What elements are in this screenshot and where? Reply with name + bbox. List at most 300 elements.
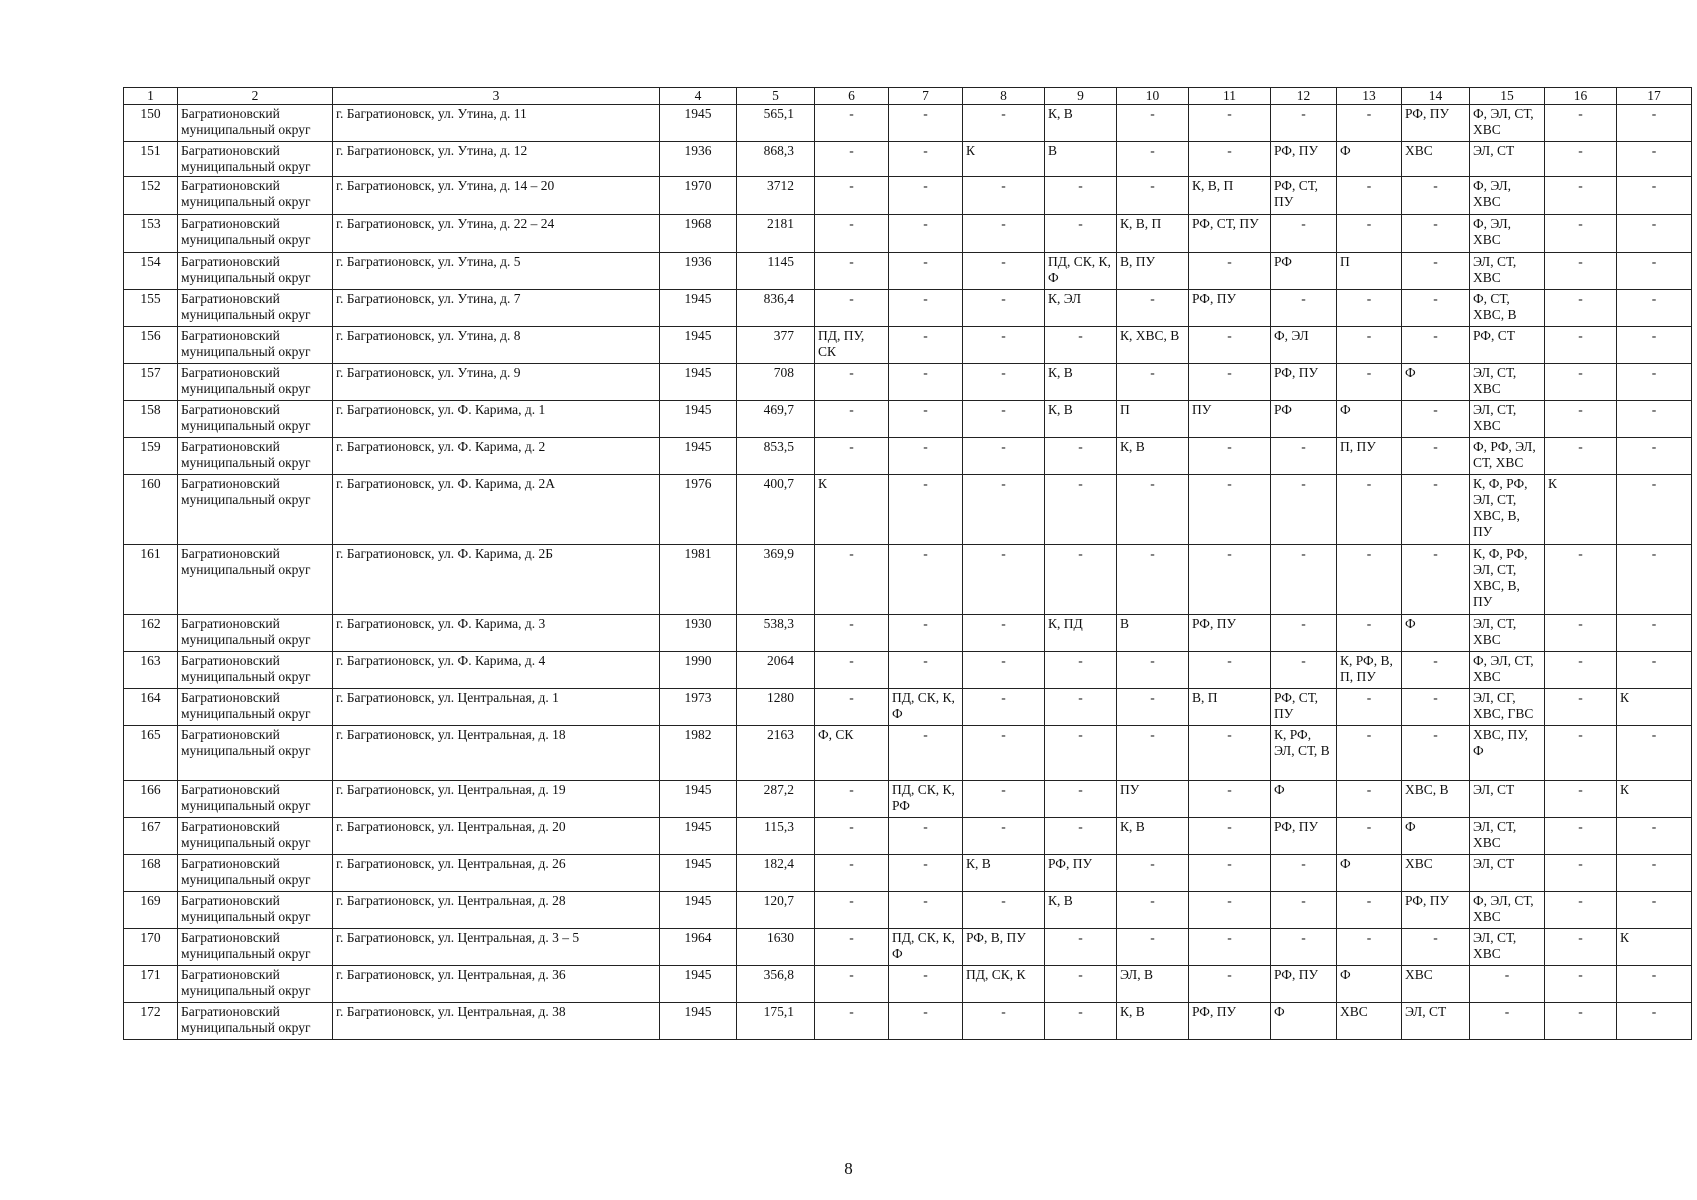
cell-col-8: -: [963, 726, 1045, 781]
cell-municipality: Багратионовский муниципальный округ: [178, 652, 333, 689]
cell-row-number: 158: [124, 401, 178, 438]
cell-address: г. Багратионовск, ул. Утина, д. 14 – 20: [333, 177, 660, 215]
table-row: [124, 475, 1692, 545]
cell-municipality: Багратионовский муниципальный округ: [178, 855, 333, 892]
cell-col-6: -: [815, 1003, 889, 1040]
cell-col-9: -: [1045, 438, 1117, 475]
cell-row-number: 167: [124, 818, 178, 855]
cell-col-10: -: [1117, 689, 1189, 726]
cell-col-8: К: [963, 142, 1045, 177]
cell-col-10: -: [1117, 475, 1189, 545]
table-row: [124, 105, 1692, 142]
cell-col-15: ЭЛ, СТ, ХВС: [1470, 401, 1545, 438]
table-row: [124, 652, 1692, 689]
cell-col-17: -: [1617, 966, 1692, 1003]
cell-row-number: 171: [124, 966, 178, 1003]
cell-col-15: Ф, ЭЛ, СТ, ХВС: [1470, 652, 1545, 689]
column-number-1: 1: [124, 88, 178, 105]
column-number-2: 2: [178, 88, 333, 105]
cell-col-7: -: [889, 818, 963, 855]
table-row: [124, 929, 1692, 966]
cell-col-10: -: [1117, 105, 1189, 142]
cell-col-16: -: [1545, 401, 1617, 438]
cell-municipality: Багратионовский муниципальный округ: [178, 966, 333, 1003]
cell-col-14: -: [1402, 689, 1470, 726]
cell-col-13: -: [1337, 215, 1402, 253]
cell-col-12: -: [1271, 652, 1337, 689]
cell-col-12: -: [1271, 105, 1337, 142]
cell-year: 1945: [660, 438, 737, 475]
cell-row-number: 162: [124, 615, 178, 652]
cell-address: г. Багратионовск, ул. Утина, д. 12: [333, 142, 660, 177]
cell-col-7: -: [889, 290, 963, 327]
cell-area: 565,1: [737, 105, 815, 142]
cell-col-8: -: [963, 1003, 1045, 1040]
cell-col-7: -: [889, 364, 963, 401]
cell-col-11: -: [1189, 327, 1271, 364]
column-number-8: 8: [963, 88, 1045, 105]
cell-col-11: -: [1189, 652, 1271, 689]
cell-col-14: -: [1402, 177, 1470, 215]
cell-area: 1630: [737, 929, 815, 966]
cell-col-10: -: [1117, 290, 1189, 327]
cell-col-9: К, В: [1045, 401, 1117, 438]
cell-year: 1945: [660, 855, 737, 892]
cell-col-7: -: [889, 726, 963, 781]
table-row: [124, 1003, 1692, 1040]
cell-col-14: ХВС: [1402, 855, 1470, 892]
cell-year: 1945: [660, 966, 737, 1003]
cell-col-14: -: [1402, 545, 1470, 615]
cell-col-8: -: [963, 364, 1045, 401]
cell-col-10: -: [1117, 855, 1189, 892]
cell-col-11: -: [1189, 253, 1271, 290]
cell-col-10: -: [1117, 929, 1189, 966]
cell-col-11: В, П: [1189, 689, 1271, 726]
cell-col-17: -: [1617, 855, 1692, 892]
cell-row-number: 152: [124, 177, 178, 215]
cell-col-11: К, В, П: [1189, 177, 1271, 215]
cell-col-6: -: [815, 177, 889, 215]
cell-address: г. Багратионовск, ул. Ф. Карима, д. 1: [333, 401, 660, 438]
cell-col-13: -: [1337, 929, 1402, 966]
cell-col-6: -: [815, 892, 889, 929]
cell-col-13: Ф: [1337, 401, 1402, 438]
cell-col-15: -: [1470, 966, 1545, 1003]
cell-col-13: -: [1337, 818, 1402, 855]
cell-col-13: ХВС: [1337, 1003, 1402, 1040]
cell-row-number: 169: [124, 892, 178, 929]
table-row: [124, 781, 1692, 818]
cell-col-15: ЭЛ, СТ, ХВС: [1470, 364, 1545, 401]
cell-area: 377: [737, 327, 815, 364]
cell-col-10: П: [1117, 401, 1189, 438]
cell-col-10: -: [1117, 177, 1189, 215]
cell-year: 1973: [660, 689, 737, 726]
cell-col-14: -: [1402, 253, 1470, 290]
cell-col-16: -: [1545, 177, 1617, 215]
cell-col-13: -: [1337, 327, 1402, 364]
cell-col-11: -: [1189, 105, 1271, 142]
cell-col-17: -: [1617, 215, 1692, 253]
column-number-7: 7: [889, 88, 963, 105]
cell-row-number: 150: [124, 105, 178, 142]
cell-col-7: -: [889, 327, 963, 364]
cell-col-7: -: [889, 892, 963, 929]
cell-col-15: ЭЛ, СГ, ХВС, ГВС: [1470, 689, 1545, 726]
table-row: [124, 545, 1692, 615]
cell-col-10: В: [1117, 615, 1189, 652]
cell-col-9: К, В: [1045, 892, 1117, 929]
cell-col-11: ПУ: [1189, 401, 1271, 438]
cell-row-number: 159: [124, 438, 178, 475]
cell-col-6: -: [815, 615, 889, 652]
cell-col-13: Ф: [1337, 142, 1402, 177]
cell-col-14: ЭЛ, СТ: [1402, 1003, 1470, 1040]
table-row: [124, 726, 1692, 781]
cell-col-14: Ф: [1402, 615, 1470, 652]
cell-year: 1945: [660, 290, 737, 327]
cell-col-12: -: [1271, 615, 1337, 652]
cell-col-7: -: [889, 401, 963, 438]
cell-col-8: -: [963, 545, 1045, 615]
table-row: [124, 177, 1692, 215]
cell-col-9: -: [1045, 652, 1117, 689]
cell-row-number: 168: [124, 855, 178, 892]
cell-col-17: -: [1617, 726, 1692, 781]
cell-col-13: Ф: [1337, 855, 1402, 892]
cell-col-16: -: [1545, 438, 1617, 475]
cell-col-8: -: [963, 105, 1045, 142]
table-row: [124, 290, 1692, 327]
cell-year: 1945: [660, 364, 737, 401]
cell-col-10: К, В: [1117, 438, 1189, 475]
cell-col-8: -: [963, 652, 1045, 689]
cell-col-12: Ф: [1271, 1003, 1337, 1040]
cell-col-6: -: [815, 929, 889, 966]
cell-col-9: -: [1045, 545, 1117, 615]
cell-year: 1945: [660, 401, 737, 438]
cell-address: г. Багратионовск, ул. Центральная, д. 28: [333, 892, 660, 929]
cell-col-13: -: [1337, 475, 1402, 545]
cell-col-7: -: [889, 475, 963, 545]
cell-col-14: РФ, ПУ: [1402, 892, 1470, 929]
cell-col-12: РФ, СТ, ПУ: [1271, 689, 1337, 726]
cell-municipality: Багратионовский муниципальный округ: [178, 726, 333, 781]
column-number-11: 11: [1189, 88, 1271, 105]
cell-col-7: ПД, СК, К, РФ: [889, 781, 963, 818]
table-row: [124, 438, 1692, 475]
cell-col-16: -: [1545, 781, 1617, 818]
column-number-3: 3: [333, 88, 660, 105]
cell-col-12: РФ: [1271, 401, 1337, 438]
cell-row-number: 160: [124, 475, 178, 545]
table-body: [124, 105, 1692, 1040]
cell-year: 1970: [660, 177, 737, 215]
column-number-13: 13: [1337, 88, 1402, 105]
cell-col-11: -: [1189, 545, 1271, 615]
cell-col-17: -: [1617, 105, 1692, 142]
cell-municipality: Багратионовский муниципальный округ: [178, 105, 333, 142]
cell-col-13: -: [1337, 892, 1402, 929]
cell-col-15: ЭЛ, СТ, ХВС: [1470, 818, 1545, 855]
cell-year: 1982: [660, 726, 737, 781]
cell-col-6: -: [815, 364, 889, 401]
cell-col-6: -: [815, 215, 889, 253]
cell-col-14: -: [1402, 475, 1470, 545]
cell-col-11: РФ, ПУ: [1189, 615, 1271, 652]
cell-year: 1945: [660, 781, 737, 818]
cell-col-13: -: [1337, 689, 1402, 726]
table-row: [124, 818, 1692, 855]
cell-col-6: -: [815, 689, 889, 726]
cell-col-14: -: [1402, 929, 1470, 966]
cell-year: 1945: [660, 892, 737, 929]
cell-col-7: -: [889, 142, 963, 177]
cell-row-number: 156: [124, 327, 178, 364]
cell-col-7: -: [889, 253, 963, 290]
cell-col-11: -: [1189, 726, 1271, 781]
cell-col-12: РФ, ПУ: [1271, 364, 1337, 401]
cell-municipality: Багратионовский муниципальный округ: [178, 475, 333, 545]
cell-col-7: -: [889, 105, 963, 142]
cell-row-number: 170: [124, 929, 178, 966]
cell-col-11: РФ, СТ, ПУ: [1189, 215, 1271, 253]
cell-col-9: -: [1045, 327, 1117, 364]
cell-col-6: -: [815, 652, 889, 689]
cell-col-7: ПД, СК, К, Ф: [889, 929, 963, 966]
cell-col-10: -: [1117, 545, 1189, 615]
cell-col-6: -: [815, 253, 889, 290]
cell-col-13: -: [1337, 726, 1402, 781]
cell-row-number: 161: [124, 545, 178, 615]
cell-year: 1945: [660, 105, 737, 142]
cell-col-17: К: [1617, 781, 1692, 818]
cell-area: 120,7: [737, 892, 815, 929]
cell-col-8: -: [963, 438, 1045, 475]
cell-address: г. Багратионовск, ул. Утина, д. 5: [333, 253, 660, 290]
cell-address: г. Багратионовск, ул. Центральная, д. 1: [333, 689, 660, 726]
cell-col-16: -: [1545, 652, 1617, 689]
cell-col-12: -: [1271, 545, 1337, 615]
cell-col-6: К: [815, 475, 889, 545]
cell-col-13: -: [1337, 177, 1402, 215]
cell-address: г. Багратионовск, ул. Центральная, д. 18: [333, 726, 660, 781]
cell-col-16: -: [1545, 327, 1617, 364]
cell-col-15: ЭЛ, СТ: [1470, 142, 1545, 177]
cell-col-9: -: [1045, 1003, 1117, 1040]
cell-address: г. Багратионовск, ул. Утина, д. 8: [333, 327, 660, 364]
cell-address: г. Багратионовск, ул. Ф. Карима, д. 2Б: [333, 545, 660, 615]
cell-col-13: Ф: [1337, 966, 1402, 1003]
cell-col-12: -: [1271, 475, 1337, 545]
cell-year: 1945: [660, 327, 737, 364]
cell-municipality: Багратионовский муниципальный округ: [178, 1003, 333, 1040]
column-number-14: 14: [1402, 88, 1470, 105]
cell-col-9: -: [1045, 689, 1117, 726]
cell-col-9: -: [1045, 781, 1117, 818]
cell-col-11: -: [1189, 781, 1271, 818]
cell-year: 1968: [660, 215, 737, 253]
cell-col-10: К, ХВС, В: [1117, 327, 1189, 364]
cell-col-11: РФ, ПУ: [1189, 1003, 1271, 1040]
cell-address: г. Багратионовск, ул. Центральная, д. 19: [333, 781, 660, 818]
cell-col-14: ХВС: [1402, 142, 1470, 177]
cell-col-13: К, РФ, В, П, ПУ: [1337, 652, 1402, 689]
cell-col-9: -: [1045, 966, 1117, 1003]
table-row: [124, 892, 1692, 929]
cell-address: г. Багратионовск, ул. Центральная, д. 20: [333, 818, 660, 855]
cell-col-6: -: [815, 545, 889, 615]
cell-col-15: Ф, ЭЛ, СТ, ХВС: [1470, 892, 1545, 929]
cell-col-8: -: [963, 177, 1045, 215]
cell-col-11: -: [1189, 438, 1271, 475]
cell-col-14: -: [1402, 290, 1470, 327]
cell-col-15: Ф, РФ, ЭЛ, СТ, ХВС: [1470, 438, 1545, 475]
cell-col-11: -: [1189, 142, 1271, 177]
table-row: [124, 142, 1692, 177]
cell-year: 1945: [660, 1003, 737, 1040]
cell-col-10: -: [1117, 892, 1189, 929]
cell-col-17: -: [1617, 253, 1692, 290]
cell-address: г. Багратионовск, ул. Утина, д. 9: [333, 364, 660, 401]
cell-col-9: -: [1045, 177, 1117, 215]
cell-municipality: Багратионовский муниципальный округ: [178, 215, 333, 253]
cell-col-12: Ф: [1271, 781, 1337, 818]
cell-col-16: -: [1545, 545, 1617, 615]
cell-col-6: ПД, ПУ, СК: [815, 327, 889, 364]
cell-col-9: К, В: [1045, 105, 1117, 142]
cell-col-15: Ф, СТ, ХВС, В: [1470, 290, 1545, 327]
cell-col-15: Ф, ЭЛ, ХВС: [1470, 215, 1545, 253]
cell-col-6: Ф, СК: [815, 726, 889, 781]
cell-col-17: -: [1617, 401, 1692, 438]
column-number-row: [124, 88, 1692, 105]
cell-row-number: 163: [124, 652, 178, 689]
cell-col-8: -: [963, 475, 1045, 545]
cell-col-11: -: [1189, 966, 1271, 1003]
cell-area: 469,7: [737, 401, 815, 438]
cell-col-16: -: [1545, 966, 1617, 1003]
cell-col-17: -: [1617, 892, 1692, 929]
cell-col-10: ЭЛ, В: [1117, 966, 1189, 1003]
cell-area: 3712: [737, 177, 815, 215]
column-number-6: 6: [815, 88, 889, 105]
cell-col-8: -: [963, 253, 1045, 290]
cell-col-15: ХВС, ПУ, Ф: [1470, 726, 1545, 781]
cell-col-17: -: [1617, 177, 1692, 215]
cell-municipality: Багратионовский муниципальный округ: [178, 290, 333, 327]
cell-area: 1280: [737, 689, 815, 726]
cell-col-6: -: [815, 966, 889, 1003]
cell-col-8: -: [963, 892, 1045, 929]
table-row: [124, 215, 1692, 253]
cell-col-8: -: [963, 401, 1045, 438]
cell-col-16: -: [1545, 615, 1617, 652]
cell-col-16: -: [1545, 689, 1617, 726]
cell-col-12: РФ, СТ, ПУ: [1271, 177, 1337, 215]
cell-col-17: -: [1617, 364, 1692, 401]
cell-municipality: Багратионовский муниципальный округ: [178, 689, 333, 726]
cell-col-15: -: [1470, 1003, 1545, 1040]
cell-col-10: -: [1117, 652, 1189, 689]
cell-col-10: -: [1117, 726, 1189, 781]
cell-col-16: -: [1545, 855, 1617, 892]
cell-municipality: Багратионовский муниципальный округ: [178, 929, 333, 966]
cell-col-12: -: [1271, 215, 1337, 253]
cell-col-16: К: [1545, 475, 1617, 545]
cell-col-9: К, ЭЛ: [1045, 290, 1117, 327]
cell-col-9: -: [1045, 726, 1117, 781]
cell-col-14: ХВС: [1402, 966, 1470, 1003]
cell-col-7: -: [889, 215, 963, 253]
cell-area: 287,2: [737, 781, 815, 818]
cell-col-8: -: [963, 327, 1045, 364]
cell-col-16: -: [1545, 142, 1617, 177]
cell-col-17: -: [1617, 1003, 1692, 1040]
cell-col-16: -: [1545, 818, 1617, 855]
cell-col-10: К, В: [1117, 1003, 1189, 1040]
cell-municipality: Багратионовский муниципальный округ: [178, 364, 333, 401]
cell-col-13: -: [1337, 545, 1402, 615]
table-row: [124, 327, 1692, 364]
cell-col-8: -: [963, 689, 1045, 726]
cell-col-9: ПД, СК, К, Ф: [1045, 253, 1117, 290]
cell-area: 853,5: [737, 438, 815, 475]
cell-col-13: -: [1337, 290, 1402, 327]
cell-col-17: К: [1617, 929, 1692, 966]
table-row: [124, 401, 1692, 438]
cell-col-9: В: [1045, 142, 1117, 177]
cell-address: г. Багратионовск, ул. Центральная, д. 3 – 5: [333, 929, 660, 966]
cell-area: 175,1: [737, 1003, 815, 1040]
cell-col-8: -: [963, 818, 1045, 855]
cell-col-7: -: [889, 545, 963, 615]
cell-col-8: -: [963, 615, 1045, 652]
cell-municipality: Багратионовский муниципальный округ: [178, 781, 333, 818]
cell-col-10: К, В: [1117, 818, 1189, 855]
cell-col-17: -: [1617, 615, 1692, 652]
cell-row-number: 155: [124, 290, 178, 327]
cell-address: г. Багратионовск, ул. Утина, д. 22 – 24: [333, 215, 660, 253]
cell-col-14: -: [1402, 327, 1470, 364]
cell-col-10: В, ПУ: [1117, 253, 1189, 290]
cell-row-number: 166: [124, 781, 178, 818]
cell-col-6: -: [815, 855, 889, 892]
cell-col-6: -: [815, 438, 889, 475]
cell-col-14: -: [1402, 438, 1470, 475]
cell-row-number: 153: [124, 215, 178, 253]
cell-col-15: ЭЛ, СТ, ХВС: [1470, 929, 1545, 966]
cell-col-16: -: [1545, 215, 1617, 253]
cell-col-6: -: [815, 401, 889, 438]
cell-col-12: РФ, ПУ: [1271, 142, 1337, 177]
cell-row-number: 165: [124, 726, 178, 781]
cell-col-7: -: [889, 1003, 963, 1040]
cell-col-7: -: [889, 652, 963, 689]
buildings-table: [123, 87, 1692, 1040]
cell-col-7: -: [889, 615, 963, 652]
cell-col-10: К, В, П: [1117, 215, 1189, 253]
cell-area: 538,3: [737, 615, 815, 652]
column-number-12: 12: [1271, 88, 1337, 105]
cell-col-15: ЭЛ, СТ, ХВС: [1470, 253, 1545, 290]
cell-col-9: -: [1045, 475, 1117, 545]
cell-area: 1145: [737, 253, 815, 290]
cell-col-16: -: [1545, 290, 1617, 327]
cell-col-6: -: [815, 818, 889, 855]
cell-col-12: -: [1271, 892, 1337, 929]
